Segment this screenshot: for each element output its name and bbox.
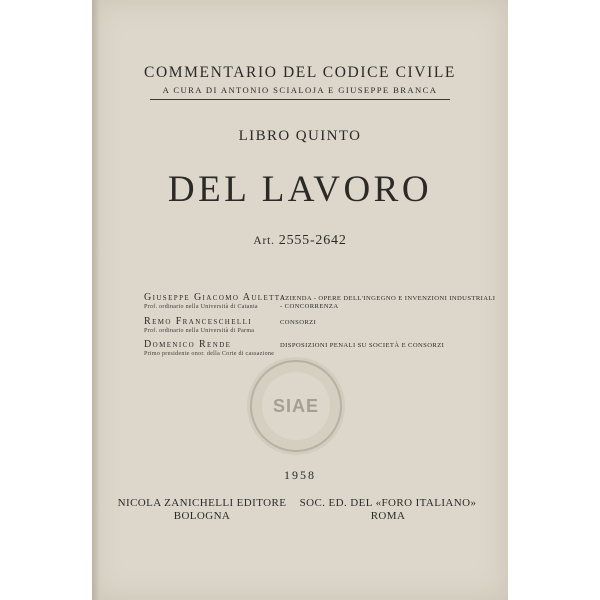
author-role: Primo presidente onor. della Corte di cassazione — [144, 351, 275, 357]
page-edge-shadow — [92, 0, 100, 600]
book-volume: LIBRO QUINTO — [238, 128, 362, 144]
author-name: Remo Franceschelli — [144, 316, 252, 327]
articles-range — [92, 233, 508, 249]
articles-prefix: Art. — [253, 235, 275, 247]
publisher-name: SOC. ED. DEL «FORO ITALIANO» — [299, 497, 477, 509]
library-stamp-icon — [250, 360, 342, 452]
author-role: Prof. ordinario nella Università di Parma — [144, 328, 255, 334]
author-role: Prof. ordinario nella Università di Catania — [144, 304, 258, 310]
publisher-city: ROMA — [370, 510, 406, 522]
publisher-name: NICOLA ZANICHELLI EDITORE — [117, 497, 287, 509]
author-block — [144, 339, 275, 357]
title-page — [92, 0, 508, 600]
stamp-text: SIAE — [272, 395, 319, 416]
author-block — [144, 292, 287, 310]
series-editors: A CURA DI ANTONIO SCIALOJA E GIUSEPPE BRANCA — [162, 85, 438, 95]
articles-numbers: 2555-2642 — [278, 233, 347, 248]
author-topic: CONSORZI — [280, 319, 317, 326]
book-title: DEL LAVORO — [167, 169, 433, 210]
series-title: COMMENTARIO DEL CODICE CIVILE — [144, 64, 456, 81]
publisher-city: BOLOGNA — [173, 510, 231, 522]
publisher-right — [288, 497, 488, 523]
publication-year: 1958 — [284, 468, 316, 482]
author-block — [144, 316, 268, 334]
author-topic: AZIENDA - OPERE DELL'INGEGNO E INVENZIONI INDUSTRIALI - CONCORRENZA — [280, 295, 496, 310]
author-name: Domenico Rende — [144, 339, 232, 350]
author-name: Giuseppe Giacomo Auletta — [144, 292, 287, 303]
publisher-left — [112, 497, 292, 523]
author-topic: DISPOSIZIONI PENALI SU SOCIETÀ E CONSORZI — [280, 342, 445, 349]
divider-rule — [150, 99, 450, 100]
